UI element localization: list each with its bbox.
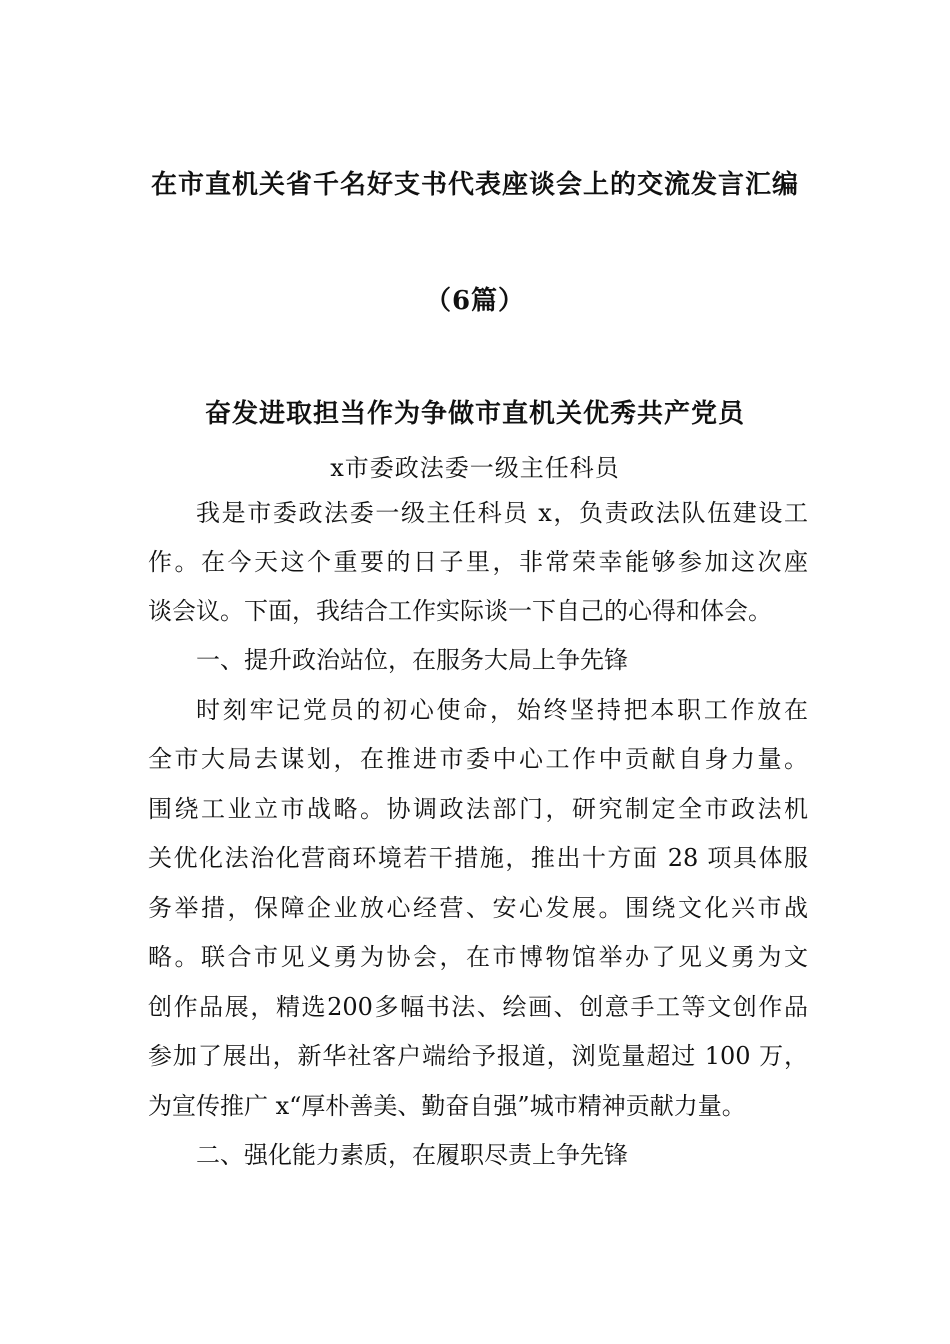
document-title: 在市直机关省千名好支书代表座谈会上的交流发言汇编 (150, 170, 799, 200)
paragraph-line: 围绕工业立市战略。协调政法部门，研究制定全市政法机 (148, 795, 808, 823)
paragraph-line: 全市大局去谋划，在推进市委中心工作中贡献自身力量。 (148, 745, 808, 773)
document-title-count: （6篇） (424, 286, 526, 316)
author-line: x市委政法委一级主任科员 (330, 454, 620, 482)
paragraph-line: 创作品展，精选200多幅书法、绘画、创意手工等文创作品 (148, 993, 808, 1021)
paragraph-line: 我是市委政法委一级主任科员 x，负责政法队伍建设工 (196, 499, 808, 527)
section-heading: 二、强化能力素质，在履职尽责上争先锋 (196, 1141, 628, 1169)
paragraph-line: 略。联合市见义勇为协会，在市博物馆举办了见义勇为文 (148, 943, 808, 971)
paragraph-line: 谈会议。下面，我结合工作实际谈一下自己的心得和体会。 (148, 597, 772, 625)
paragraph-line: 为宣传推广 x“厚朴善美、勤奋自强”城市精神贡献力量。 (148, 1092, 746, 1120)
section-heading: 一、提升政治站位，在服务大局上争先锋 (196, 646, 628, 674)
paragraph-line: 参加了展出，新华社客户端给予报道，浏览量超过 100 万， (148, 1042, 808, 1070)
paragraph-line: 时刻牢记党员的初心使命，始终坚持把本职工作放在 (196, 696, 808, 724)
paragraph-line: 务举措，保障企业放心经营、安心发展。围绕文化兴市战 (148, 894, 808, 922)
section-title: 奋发进取担当作为争做市直机关优秀共产党员 (204, 399, 745, 429)
paragraph-line: 作。在今天这个重要的日子里，非常荣幸能够参加这次座 (148, 548, 808, 576)
paragraph-line: 关优化法治化营商环境若干措施，推出十方面 28 项具体服 (148, 844, 808, 872)
